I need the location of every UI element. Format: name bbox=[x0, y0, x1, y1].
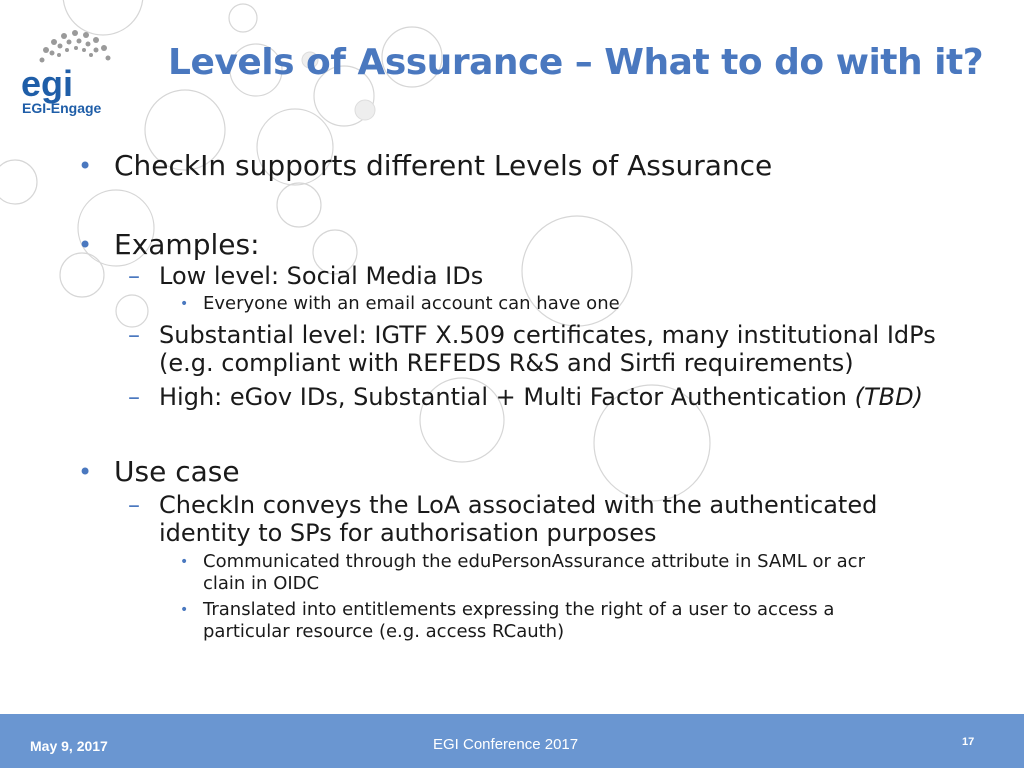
footer-date: May 9, 2017 bbox=[30, 738, 108, 754]
bullet-usecase bbox=[72, 456, 972, 488]
sub-sub-bullet-communicated bbox=[72, 551, 972, 595]
bullet-text: particular resource (e.g. access RCauth) bbox=[203, 621, 565, 642]
slide-content bbox=[72, 150, 972, 643]
bullet-dot: • bbox=[78, 458, 93, 486]
bullet-text: CheckIn supports different Levels of Assurance bbox=[114, 149, 773, 182]
bullet-text: Low level: Social Media IDs bbox=[159, 262, 484, 290]
bullet-text: Translated into entitlements expressing the right of a user to access a bbox=[203, 599, 835, 620]
sub-bullet-substantial bbox=[72, 321, 972, 377]
dash-marker: – bbox=[128, 383, 140, 411]
dash-marker: – bbox=[128, 491, 140, 519]
sub-bullet-low bbox=[72, 262, 972, 290]
bullet-text: Substantial level: IGTF X.509 certificates, many institutional IdPs bbox=[159, 321, 936, 349]
footer-bar bbox=[0, 714, 1024, 768]
bullet-text: identity to SPs for authorisation purposes bbox=[159, 519, 657, 547]
bullet-text: Examples: bbox=[114, 228, 260, 261]
logo-text: EGI-Engage bbox=[22, 100, 102, 116]
bullet-checkin bbox=[72, 150, 972, 182]
bullet-dot: • bbox=[78, 152, 93, 180]
bullet-text: Everyone with an email account can have one bbox=[203, 293, 620, 314]
bullet-examples bbox=[72, 229, 972, 261]
sub-sub-bullet-everyone bbox=[72, 293, 972, 315]
svg-text:egi: egi bbox=[21, 63, 74, 104]
bullet-dot: • bbox=[180, 602, 189, 618]
slide-title: Levels of Assurance – What to do with it? bbox=[168, 42, 984, 83]
bullet-text: CheckIn conveys the LoA associated with the authenticated bbox=[159, 491, 878, 519]
sub-bullet-conveys bbox=[72, 491, 972, 547]
bullet-dot: • bbox=[180, 554, 189, 570]
bullet-dot: • bbox=[78, 231, 93, 259]
bullet-text: clain in OIDC bbox=[203, 573, 320, 594]
bullet-text-italic: (TBD) bbox=[854, 383, 923, 411]
bullet-text: Communicated through the eduPersonAssurance attribute in SAML or acr bbox=[203, 551, 865, 572]
page-number: 17 bbox=[962, 736, 975, 748]
sub-sub-bullet-translated bbox=[72, 599, 972, 643]
bullet-text: (e.g. compliant with REFEDS R&S and Sirtfi requirements) bbox=[159, 349, 854, 377]
dash-marker: – bbox=[128, 262, 140, 290]
sub-bullet-high bbox=[72, 383, 972, 411]
footer-conference: EGI Conference 2017 bbox=[433, 736, 579, 753]
bullet-dot: • bbox=[180, 296, 189, 312]
dash-marker: – bbox=[128, 321, 140, 349]
bullet-text: Use case bbox=[114, 455, 240, 488]
bullet-text: High: eGov IDs, Substantial + Multi Factor Authentication bbox=[159, 383, 855, 411]
